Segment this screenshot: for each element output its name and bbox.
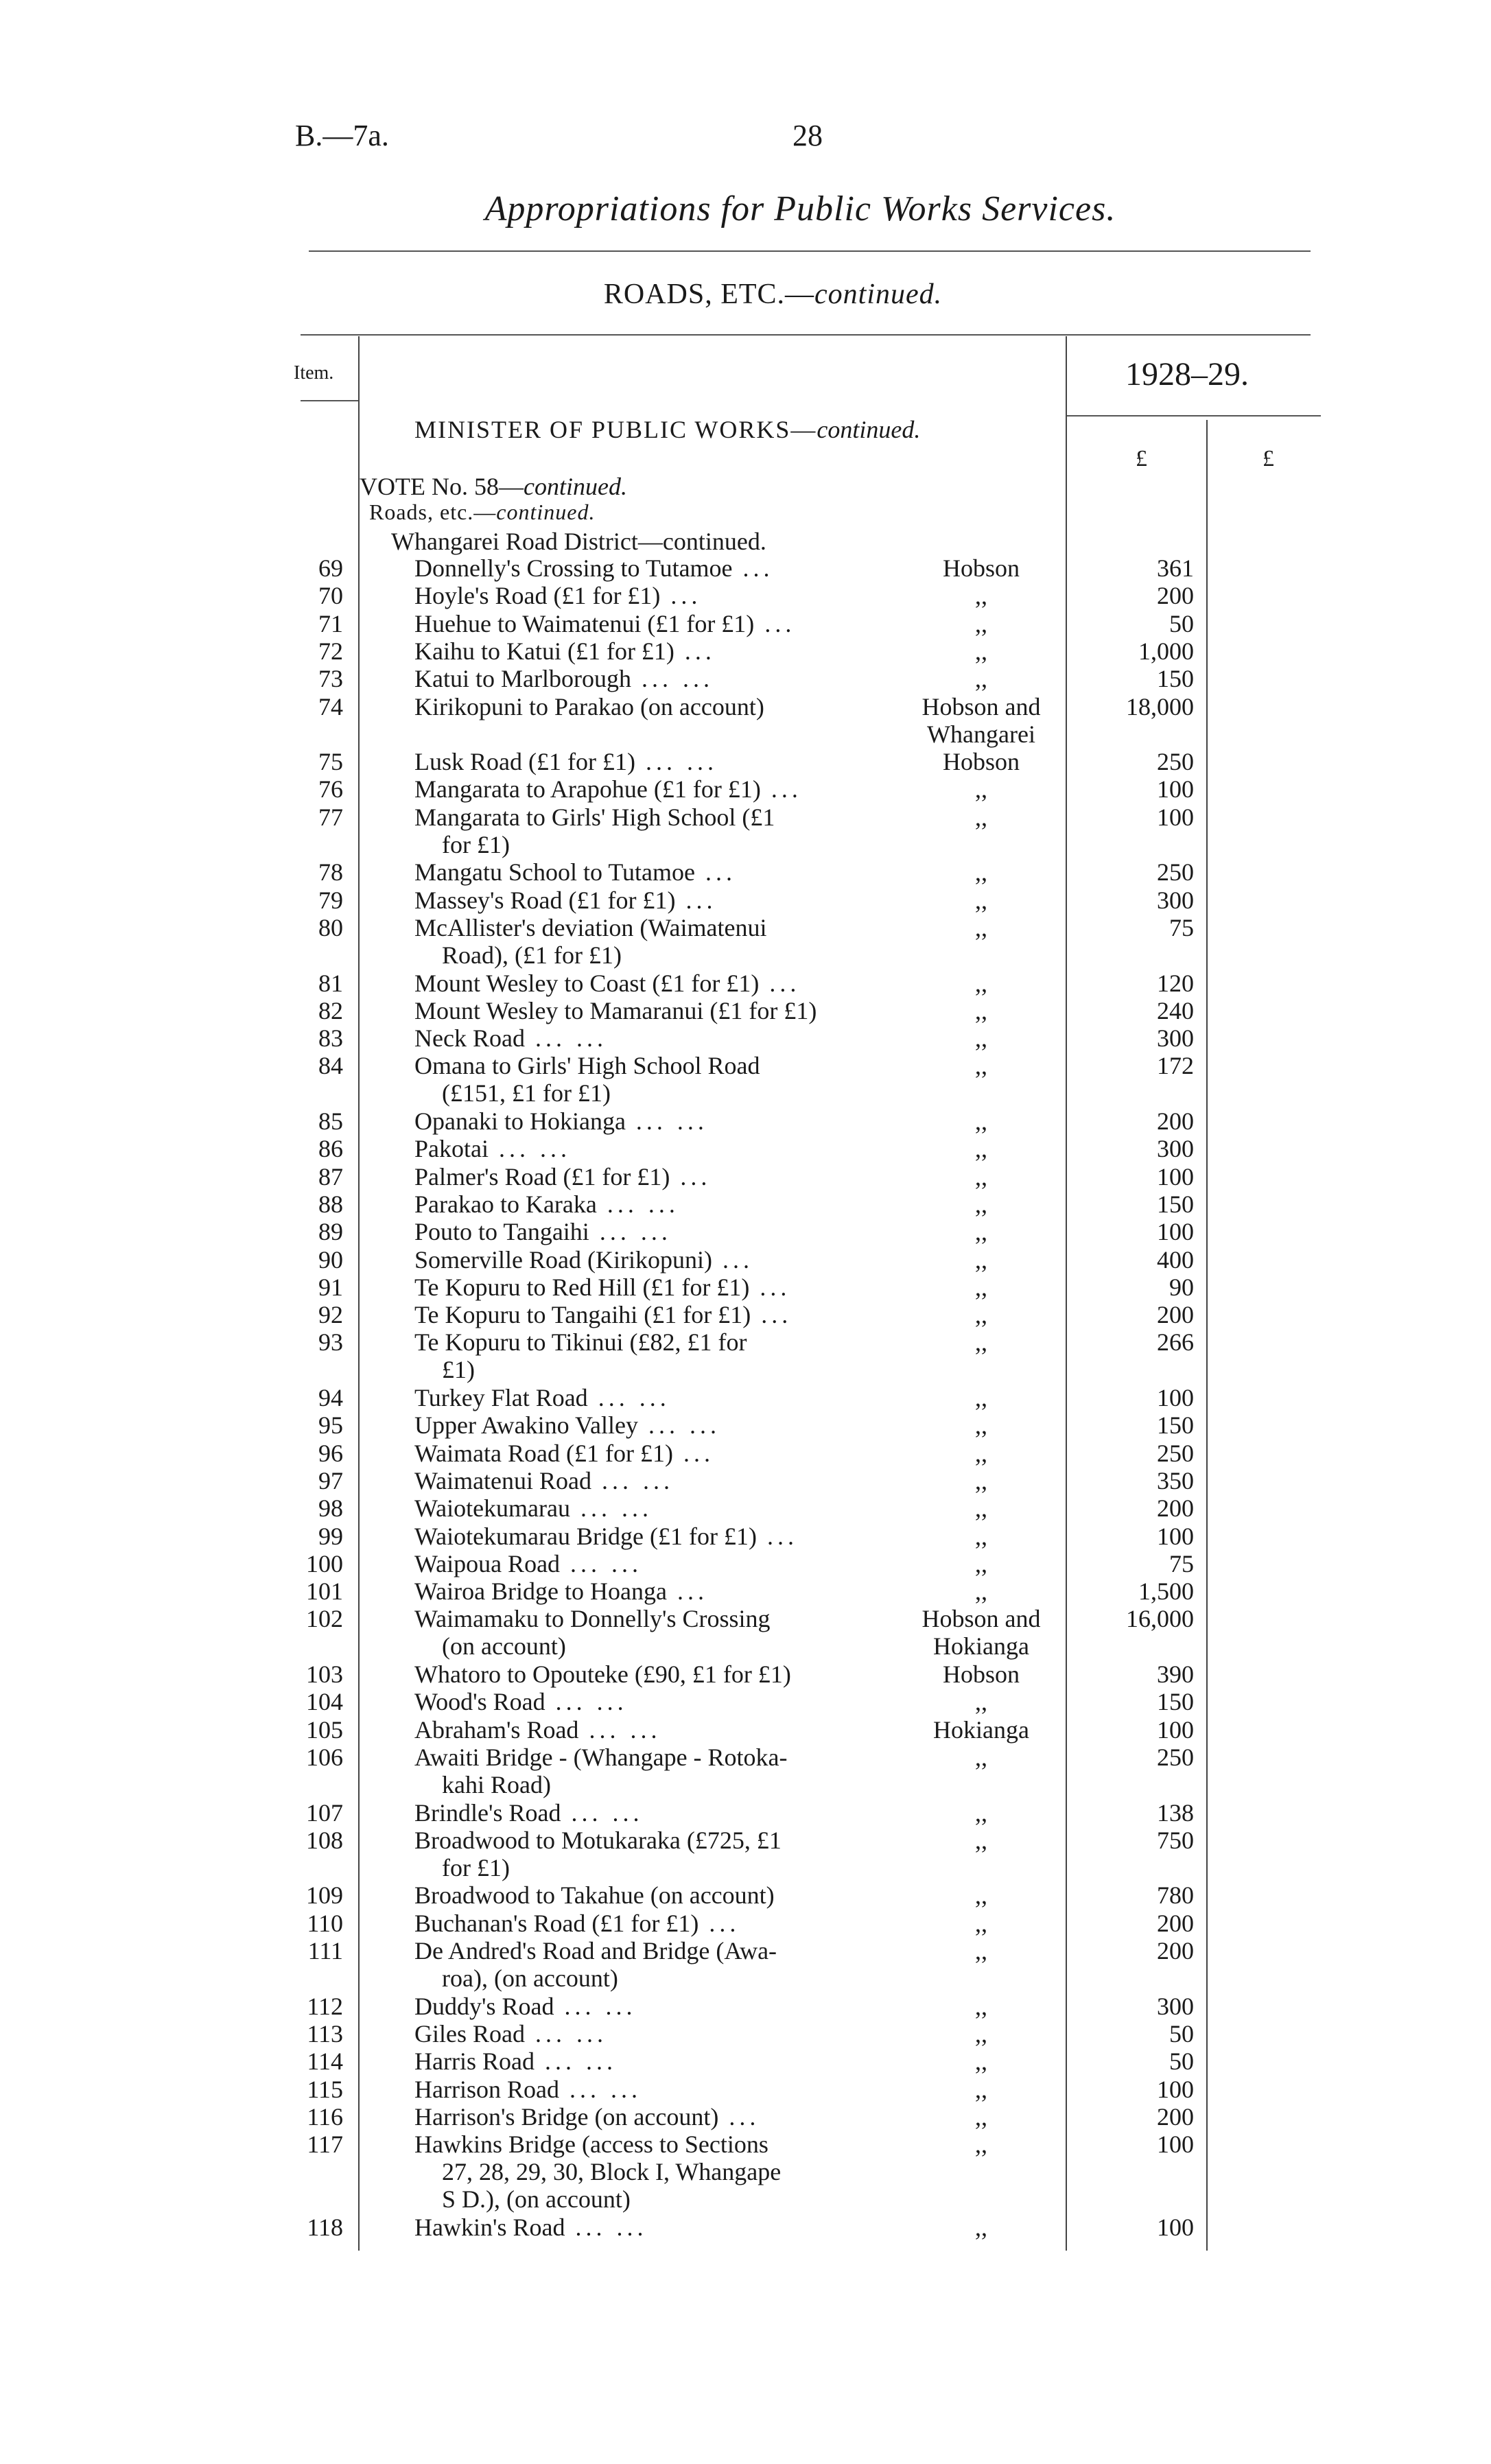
leader-dots: ... ... (591, 1466, 674, 1494)
electorate: Hokianga (933, 1715, 1029, 1744)
item-description: Harrison Road ... ... (414, 2075, 642, 2103)
amount: 300 (1157, 886, 1194, 914)
amount: 200 (1157, 2102, 1194, 2131)
item-description: Mangatu School to Tutamoe ... (414, 858, 737, 887)
leader-dots: ... (751, 1301, 793, 1329)
leader-dots: ... (754, 609, 796, 637)
item-description: Hoyle's Road (£1 for £1) ... (414, 582, 702, 610)
item-number: 111 (307, 1937, 343, 1964)
leader-dots: ... ... (560, 1549, 643, 1577)
electorate: ,, (975, 1826, 987, 1854)
item-description: Palmer's Road (£1 for £1) ... (414, 1162, 712, 1190)
document-reference: B.—7a. (295, 119, 389, 152)
leader-dots: ... (760, 775, 802, 803)
leader-dots: ... ... (635, 748, 718, 776)
electorate: ,, (975, 1328, 987, 1357)
item-description: Huehue to Waimatenui (£1 for £1) ... (414, 609, 796, 637)
item-description: Broadwood to Motukaraka (£725, £1 for £1) (414, 1826, 782, 1881)
item-number: 113 (307, 2019, 343, 2048)
amount: 100 (1157, 2214, 1194, 2241)
item-number: 108 (306, 1826, 343, 1854)
item-description: Duddy's Road ... ... (414, 1992, 637, 2020)
item-description: Buchanan's Road (£1 for £1) ... (414, 1909, 740, 1937)
item-description: Giles Road ... ... (414, 2019, 607, 2048)
item-description: Mount Wesley to Mamaranui (£1 for £1) (414, 996, 817, 1024)
leader-dots: ... ... (545, 1688, 628, 1716)
item-number: 94 (318, 1384, 343, 1411)
item-number: 100 (306, 1549, 343, 1577)
amount: 100 (1157, 803, 1194, 831)
electorate: ,, (975, 637, 987, 665)
amount: 300 (1157, 1992, 1194, 2020)
leader-dots: ... (718, 2102, 760, 2131)
item-number: 73 (318, 665, 343, 693)
amount: 390 (1157, 1661, 1194, 1688)
leader-dots: ... ... (578, 1715, 661, 1744)
amount: 200 (1157, 1494, 1194, 1523)
amount: 150 (1157, 665, 1194, 693)
electorate: ,, (975, 1743, 987, 1771)
item-description: Massey's Road (£1 for £1) ... (414, 886, 717, 914)
electorate: ,, (975, 803, 987, 831)
minister-heading: MINISTER OF PUBLIC WORKS—continued. (414, 416, 921, 443)
leader-dots: ... (675, 886, 717, 914)
item-number: 69 (318, 554, 343, 582)
item-number: 75 (318, 748, 343, 776)
item-column-divider (358, 336, 360, 2251)
item-number: 85 (318, 1107, 343, 1135)
amount: 75 (1169, 1549, 1194, 1577)
leader-dots: ... ... (554, 1992, 637, 2020)
electorate: ,, (975, 1052, 987, 1080)
item-number: 92 (318, 1301, 343, 1329)
item-description: Mount Wesley to Coast (£1 for £1) ... (414, 969, 801, 997)
amount: 350 (1157, 1466, 1194, 1494)
item-number: 74 (318, 692, 343, 720)
leader-dots: ... ... (559, 2075, 642, 2103)
amount: 100 (1157, 1384, 1194, 1411)
item-number: 93 (318, 1328, 343, 1357)
item-number: 89 (318, 1218, 343, 1246)
electorate: Hobson (942, 554, 1020, 582)
leader-dots: ... (672, 1439, 714, 1467)
item-description: Pouto to Tangaihi ... ... (414, 1218, 672, 1246)
leader-dots: ... (759, 969, 801, 997)
item-description: Katui to Marlborough ... ... (414, 665, 714, 693)
item-number: 86 (318, 1135, 343, 1163)
item-number: 76 (318, 775, 343, 803)
leader-dots: ... (749, 1273, 791, 1301)
item-description: Mangarata to Arapohue (£1 for £1) ... (414, 775, 802, 803)
item-description: Te Kopuru to Tangaihi (£1 for £1) ... (414, 1301, 793, 1329)
leader-dots: ... ... (565, 2214, 648, 2241)
electorate: Hobson (942, 1661, 1020, 1688)
amount: 240 (1157, 996, 1194, 1024)
item-number: 80 (318, 913, 343, 941)
pound-symbol-total: £ (1263, 446, 1274, 471)
electorate: ,, (975, 858, 987, 887)
leader-dots: ... ... (587, 1384, 670, 1411)
item-number: 90 (318, 1245, 343, 1274)
item-number: 70 (318, 582, 343, 610)
item-number: 77 (318, 803, 343, 831)
amount: 18,000 (1126, 692, 1194, 720)
electorate: ,, (975, 665, 987, 693)
item-description: Awaiti Bridge - (Whangape - Rotoka- kahi Road) (414, 1743, 788, 1798)
amount: 75 (1169, 913, 1194, 941)
title-rule (309, 250, 1311, 252)
vote-heading: VOTE No. 58—continued. (360, 473, 627, 500)
leader-dots: ... ... (524, 2019, 607, 2048)
amount: 361 (1157, 554, 1194, 582)
electorate: ,, (975, 2075, 987, 2103)
item-number: 83 (318, 1024, 343, 1053)
item-description: Mangarata to Girls' High School (£1 for £1) (414, 803, 775, 858)
amount: 100 (1157, 2075, 1194, 2103)
item-description: Waimata Road (£1 for £1) ... (414, 1439, 714, 1467)
amount: 400 (1157, 1245, 1194, 1274)
electorate: ,, (975, 1992, 987, 2020)
leader-dots: ... ... (534, 2048, 617, 2076)
electorate: ,, (975, 1439, 987, 1467)
year-header-rule (1067, 415, 1321, 416)
electorate: ,, (975, 1549, 987, 1577)
electorate: ,, (975, 2048, 987, 2076)
item-description: Turkey Flat Road ... ... (414, 1384, 670, 1411)
leader-dots: ... (666, 1577, 708, 1606)
amount: 50 (1169, 2048, 1194, 2076)
item-description: Kaihu to Katui (£1 for £1) ... (414, 637, 716, 665)
item-number: 107 (306, 1798, 343, 1827)
item-description: Waimatenui Road ... ... (414, 1466, 674, 1494)
electorate: ,, (975, 1688, 987, 1716)
electorate: ,, (975, 1190, 987, 1218)
electorate: ,, (975, 913, 987, 941)
electorate: ,, (975, 1384, 987, 1411)
item-number: 116 (307, 2102, 343, 2131)
leader-dots: ... ... (524, 1024, 607, 1053)
electorate: ,, (975, 2214, 987, 2241)
item-number: 112 (307, 1992, 343, 2020)
item-number: 79 (318, 886, 343, 914)
item-number: 99 (318, 1522, 343, 1550)
amount: 100 (1157, 775, 1194, 803)
electorate: Hobson and Hokianga (921, 1605, 1041, 1661)
item-number: 109 (306, 1881, 343, 1910)
item-description: Waiotekumarau ... ... (414, 1494, 653, 1523)
electorate: ,, (975, 969, 987, 997)
item-number: 95 (318, 1411, 343, 1440)
electorate: ,, (975, 1881, 987, 1910)
item-description: Waimamaku to Donnelly's Crossing (on account) (414, 1605, 771, 1661)
electorate: ,, (975, 775, 987, 803)
item-number: 104 (306, 1688, 343, 1716)
leader-dots: ... (670, 1162, 712, 1190)
electorate: ,, (975, 1577, 987, 1606)
item-description: Lusk Road (£1 for £1) ... ... (414, 748, 718, 776)
leader-dots: ... ... (631, 665, 714, 693)
electorate: ,, (975, 1107, 987, 1135)
amount: 200 (1157, 582, 1194, 610)
electorate: ,, (975, 1218, 987, 1246)
amount: 200 (1157, 1301, 1194, 1329)
amount: 138 (1157, 1798, 1194, 1827)
leader-dots: ... ... (596, 1190, 679, 1218)
item-description: Somerville Road (Kirikopuni) ... (414, 1245, 753, 1274)
pound-column-divider (1206, 420, 1208, 2251)
electorate: ,, (975, 2131, 987, 2159)
amount: 200 (1157, 1107, 1194, 1135)
electorate: ,, (975, 1135, 987, 1163)
leader-dots: ... ... (570, 1494, 653, 1523)
amount: 90 (1169, 1273, 1194, 1301)
leader-dots: ... (698, 1909, 740, 1937)
year-column-header: 1928–29. (1125, 356, 1249, 392)
leader-dots: ... (712, 1245, 753, 1274)
roads-subheading: Roads, etc.—continued. (369, 500, 596, 524)
amount: 200 (1157, 1937, 1194, 1964)
item-number: 84 (318, 1052, 343, 1080)
page-number: 28 (793, 119, 823, 152)
electorate: ,, (975, 1522, 987, 1550)
amount: 50 (1169, 2019, 1194, 2048)
electorate: ,, (975, 886, 987, 914)
item-description: De Andred's Road and Bridge (Awa- roa), (on account) (414, 1937, 777, 1992)
amount: 200 (1157, 1909, 1194, 1937)
item-number: 87 (318, 1162, 343, 1190)
amount: 300 (1157, 1135, 1194, 1163)
amount: 100 (1157, 1522, 1194, 1550)
amount: 120 (1157, 969, 1194, 997)
item-number: 72 (318, 637, 343, 665)
electorate: ,, (975, 2019, 987, 2048)
amount: 100 (1157, 1162, 1194, 1190)
item-number: 101 (306, 1577, 343, 1606)
item-description: Te Kopuru to Tikinui (£82, £1 for £1) (414, 1328, 747, 1384)
leader-dots: ... ... (488, 1135, 571, 1163)
item-description: Opanaki to Hokianga ... ... (414, 1107, 708, 1135)
item-number: 118 (307, 2214, 343, 2241)
item-number: 103 (306, 1661, 343, 1688)
item-description: Waipoua Road ... ... (414, 1549, 643, 1577)
leader-dots: ... (756, 1522, 798, 1550)
amount: 250 (1157, 1743, 1194, 1771)
amount: 16,000 (1126, 1605, 1194, 1633)
item-description: Parakao to Karaka ... ... (414, 1190, 679, 1218)
electorate: ,, (975, 1245, 987, 1274)
item-number: 96 (318, 1439, 343, 1467)
amount: 250 (1157, 1439, 1194, 1467)
electorate: ,, (975, 1494, 987, 1523)
item-description: Wood's Road ... ... (414, 1688, 628, 1716)
electorate: ,, (975, 1411, 987, 1440)
leader-dots: ... ... (625, 1107, 708, 1135)
amount: 300 (1157, 1024, 1194, 1053)
item-description: Harris Road ... ... (414, 2048, 617, 2076)
item-number: 91 (318, 1273, 343, 1301)
item-number: 71 (318, 609, 343, 637)
electorate: ,, (975, 1024, 987, 1053)
electorate: ,, (975, 996, 987, 1024)
item-number: 102 (306, 1605, 343, 1633)
district-subheading: Whangarei Road District—continued. (391, 528, 766, 555)
item-description: Neck Road ... ... (414, 1024, 607, 1053)
item-number: 105 (306, 1715, 343, 1744)
electorate: ,, (975, 1937, 987, 1964)
amount: 150 (1157, 1688, 1194, 1716)
section-heading: ROADS, ETC.—continued. (603, 279, 943, 310)
item-description: Abraham's Road ... ... (414, 1715, 661, 1744)
item-number: 81 (318, 969, 343, 997)
amount: 100 (1157, 2131, 1194, 2159)
electorate: ,, (975, 1301, 987, 1329)
item-description: Harrison's Bridge (on account) ... (414, 2102, 760, 2131)
electorate: ,, (975, 1162, 987, 1190)
leader-dots: ... (660, 582, 702, 610)
item-description: Te Kopuru to Red Hill (£1 for £1) ... (414, 1273, 791, 1301)
item-number: 114 (307, 2048, 343, 2076)
electorate: ,, (975, 2102, 987, 2131)
leader-dots: ... ... (561, 1798, 644, 1827)
amount: 250 (1157, 748, 1194, 776)
item-description: Wairoa Bridge to Hoanga ... (414, 1577, 708, 1606)
item-description: Kirikopuni to Parakao (on account) (414, 692, 764, 720)
electorate: ,, (975, 1909, 987, 1937)
item-number: 115 (307, 2075, 343, 2103)
amount: 266 (1157, 1328, 1194, 1357)
leader-dots: ... ... (637, 1411, 720, 1440)
amount: 1,500 (1138, 1577, 1194, 1606)
item-description: McAllister's deviation (Waimatenui Road), (£1 for £1) (414, 913, 767, 969)
item-description: Brindle's Road ... ... (414, 1798, 644, 1827)
electorate: ,, (975, 609, 987, 637)
item-number: 106 (306, 1743, 343, 1771)
electorate: ,, (975, 1466, 987, 1494)
amount-column-divider (1066, 336, 1067, 2251)
amount: 250 (1157, 858, 1194, 887)
electorate: ,, (975, 1798, 987, 1827)
amount: 150 (1157, 1190, 1194, 1218)
amount: 150 (1157, 1411, 1194, 1440)
amount: 750 (1157, 1826, 1194, 1854)
item-header-rule (301, 400, 358, 401)
electorate: ,, (975, 582, 987, 610)
leader-dots: ... (732, 554, 774, 582)
amount: 50 (1169, 609, 1194, 637)
item-description: Pakotai ... ... (414, 1135, 571, 1163)
item-number: 88 (318, 1190, 343, 1218)
electorate: Hobson (942, 748, 1020, 776)
item-number: 110 (307, 1909, 343, 1937)
item-number: 78 (318, 858, 343, 887)
amount: 780 (1157, 1881, 1194, 1910)
item-description: Donnelly's Crossing to Tutamoe ... (414, 554, 774, 582)
item-column-header: Item. (294, 362, 334, 384)
leader-dots: ... (695, 858, 737, 887)
pound-symbol-subtotal: £ (1136, 446, 1147, 471)
item-number: 97 (318, 1466, 343, 1494)
item-description: Hawkins Bridge (access to Sections 27, 28, 29, 30, Block I, Whangape S D.), (on account) (414, 2131, 782, 2214)
item-description: Omana to Girls' High School Road (£151, £1 for £1) (414, 1052, 760, 1107)
item-description: Whatoro to Opouteke (£90, £1 for £1) (414, 1661, 791, 1688)
electorate: ,, (975, 1273, 987, 1301)
amount: 100 (1157, 1218, 1194, 1246)
electorate: Hobson and Whangarei (921, 692, 1041, 748)
amount: 1,000 (1138, 637, 1194, 665)
item-description: Waiotekumarau Bridge (£1 for £1) ... (414, 1522, 798, 1550)
item-number: 117 (307, 2131, 343, 2159)
amount: 172 (1157, 1052, 1194, 1080)
leader-dots: ... (674, 637, 716, 665)
item-description: Hawkin's Road ... ... (414, 2214, 648, 2241)
amount: 100 (1157, 1715, 1194, 1744)
item-number: 98 (318, 1494, 343, 1523)
table-top-rule (301, 334, 1311, 336)
page-title: Appropriations for Public Works Services. (484, 189, 1116, 228)
item-description: Upper Awakino Valley ... ... (414, 1411, 720, 1440)
leader-dots: ... ... (589, 1218, 672, 1246)
item-description: Broadwood to Takahue (on account) (414, 1881, 775, 1910)
item-number: 82 (318, 996, 343, 1024)
